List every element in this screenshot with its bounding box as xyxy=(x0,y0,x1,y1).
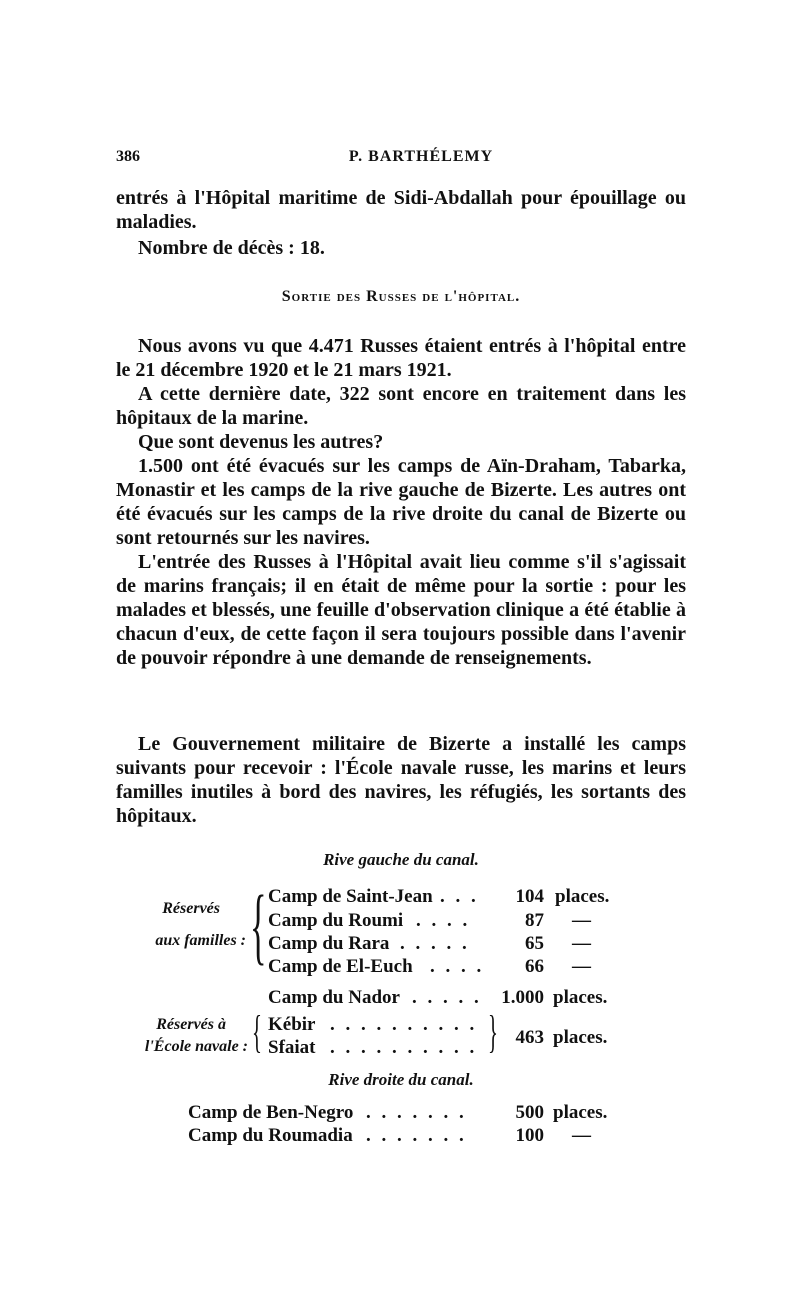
rive-gauche-title: Rive gauche du canal. xyxy=(323,850,479,869)
leader-dots: . . . . . xyxy=(400,933,470,954)
places-unit: — xyxy=(572,956,591,977)
family-camp-name: Camp du Roumi xyxy=(268,910,404,931)
family-camp-places: 104 xyxy=(515,886,544,907)
paragraph: Nous avons vu que 4.471 Russes étaient entrés à l'hôpital entre le 21 décembre 1920 et le 21 mars 1921. xyxy=(116,335,686,381)
paragraph: L'entrée des Russes à l'Hôpital avait lieu comme s'il s'agissait de marins français; il en était de même pour la sortie : pour les malades et blessés, une feuille d'observation clinique a été établie à chacun d'eux, de cette façon il sera toujours possible dans l'avenir de pouvoir répondre à une demande de renseignements. xyxy=(116,551,686,669)
families-label-1: Réservés xyxy=(162,900,220,917)
government-paragraph: Le Gouvernement militaire de Bizerte a installé les camps suivants pour recevoir : l'École navale russe, les marins et leurs familles inutiles à bord des navires, les réfugiés, les sortants des hôpitaux. xyxy=(116,733,686,827)
leader-dots: . . . . . xyxy=(412,987,482,1008)
places-unit: — xyxy=(572,910,591,931)
ecole-places: 463 xyxy=(515,1027,544,1048)
leader-dots: . . . . . . . xyxy=(366,1125,467,1146)
places-unit: places. xyxy=(553,987,608,1008)
paragraph: 1.500 ont été évacués sur les camps de Aïn-Draham, Tabarka, Monastir et les camps de la rive gauche de Bizerte. Les autres ont été évacués sur les camps de la rive droite du canal de Bizerte ou sont retournés sur les navires. xyxy=(116,455,686,549)
page-number: 386 xyxy=(116,148,140,165)
family-camp-name: Camp de El-Euch xyxy=(268,956,413,977)
ecole-camp-name: Kébir xyxy=(268,1014,316,1035)
ecole-brace-left: { xyxy=(252,1006,262,1057)
family-camp-places: 87 xyxy=(525,910,544,931)
nador-camp-name: Camp du Nador xyxy=(268,987,400,1008)
ecole-label-2: l'École navale : xyxy=(144,1038,248,1055)
leader-dots: . . . . . . . xyxy=(366,1102,467,1123)
camp-name: Camp de Ben-Negro xyxy=(188,1102,354,1123)
paragraph: A cette dernière date, 322 sont encore en traitement dans les hôpitaux de la marine. xyxy=(116,383,686,429)
places-unit: — xyxy=(572,1125,591,1146)
section-heading: Sortie des Russes de l'hôpital. xyxy=(281,288,521,305)
leader-dots: . . . . . . . . . . xyxy=(330,1037,478,1058)
leader-dots: . . . . . . . . . . xyxy=(330,1014,478,1035)
family-camp-places: 66 xyxy=(525,956,544,977)
nador-camp-places: 1.000 xyxy=(501,987,544,1008)
deaths-line: Nombre de décès : 18. xyxy=(138,237,325,259)
places-unit: places. xyxy=(553,1102,608,1123)
camp-name: Camp du Roumadia xyxy=(188,1125,353,1146)
camp-places: 100 xyxy=(515,1125,544,1146)
ecole-camp-name: Sfaiat xyxy=(268,1037,316,1058)
families-brace: { xyxy=(250,877,267,973)
leader-dots: . . . . xyxy=(416,910,471,931)
ecole-brace-right: } xyxy=(488,1006,498,1057)
ecole-label-1: Réservés à xyxy=(156,1016,226,1033)
family-camp-places: 65 xyxy=(525,933,544,954)
places-unit: places. xyxy=(553,1027,608,1048)
family-camp-name: Camp de Saint-Jean xyxy=(268,886,433,907)
running-header xyxy=(116,148,686,170)
leader-dots: . . . . xyxy=(430,956,485,977)
running-head-author: P. BARTHÉLEMY xyxy=(348,148,494,165)
leader-dots: . . . xyxy=(440,886,479,907)
families-label-2: aux familles : xyxy=(155,932,246,949)
intro-paragraph: entrés à l'Hôpital maritime de Sidi-Abdallah pour épouillage ou maladies. xyxy=(116,187,686,233)
paragraph: Que sont devenus les autres? xyxy=(138,431,384,453)
camp-places: 500 xyxy=(515,1102,544,1123)
places-unit: places. xyxy=(555,886,610,907)
section-body xyxy=(116,334,686,670)
places-unit: — xyxy=(572,933,591,954)
rive-droite-title: Rive droite du canal. xyxy=(328,1070,474,1089)
family-camp-name: Camp du Rara xyxy=(268,933,390,954)
